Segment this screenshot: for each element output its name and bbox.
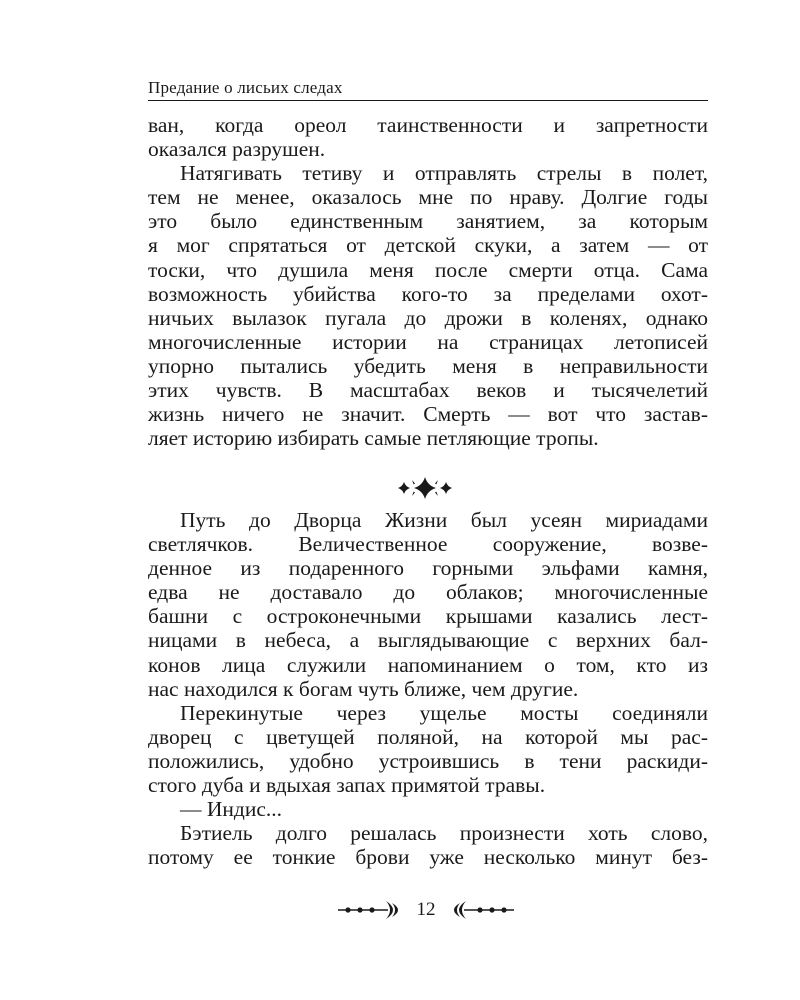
text-line: ван, когда ореол таинственности и запретности <box>148 113 708 137</box>
text-line: потому ее тонкие брови уже несколько минут без- <box>148 845 708 870</box>
text-line: нас находился к богам чуть ближе, чем другие. <box>148 676 579 701</box>
text-line: положились, удобно устроившись в тени раскиди- <box>148 748 708 773</box>
text-line: тоски, что душила меня после смерти отца. Сама <box>148 257 708 282</box>
page-number: 12 <box>416 899 436 920</box>
text-line: денное из подаренного горными эльфами камня, <box>148 556 708 581</box>
text-line: ничьих вылазок пугала до дрожи в коленях, однако <box>148 305 708 330</box>
text-line: оказался разрушен. <box>148 137 326 162</box>
text-line: конов лица служили напоминанием о том, кто из <box>148 652 708 677</box>
folio <box>336 897 516 923</box>
text-line: светлячков. Величественное сооружение, возве- <box>148 532 708 557</box>
text-line: едва не доставало до облаков; многочисленные <box>148 580 708 605</box>
text-line: Бэтиель долго решалась произнести хоть слово, <box>180 821 708 846</box>
text-line: упорно пытались убедить меня в неправильности <box>148 353 708 378</box>
text-line: Натягивать тетиву и отправлять стрелы в полет, <box>180 161 708 186</box>
text-line: многочисленные истории на страницах летописей <box>148 329 708 354</box>
folio-right-ornament-icon <box>444 897 516 923</box>
text-line: этих чувств. В масштабах веков и тысячелетий <box>148 378 708 403</box>
text-block-bottom <box>148 508 708 869</box>
text-line: ницами в небеса, а выглядывающие с верхних бал- <box>148 628 708 653</box>
text-line: это было единственным занятием, за которым <box>148 209 708 234</box>
text-line: жизнь ничего не значит. Смерть — вот что застав- <box>148 402 708 427</box>
text-line: возможность убийства кого-то за пределами охот- <box>148 281 708 306</box>
header-rule <box>148 100 708 101</box>
text-block-top <box>148 113 708 450</box>
text-line: башни с остроконечными крышами казались лест- <box>148 604 708 629</box>
text-line: дворец с цветущей поляной, на которой мы рас- <box>148 724 708 749</box>
text-line: я мог спрятаться от детской скуки, а затем — от <box>148 233 708 258</box>
text-line: стого дуба и вдыхая запах примятой травы. <box>148 773 546 798</box>
running-head: Предание о лисьих следах <box>148 78 343 97</box>
text-line: ляет историю избирать самые петляющие тропы. <box>148 426 599 451</box>
text-line: Путь до Дворца Жизни был усеян мириадами <box>180 508 708 532</box>
star-ornament-icon <box>395 473 455 503</box>
text-line: — Индис... <box>180 797 283 822</box>
text-line: Перекинутые через ущелье мосты соединяли <box>180 700 708 725</box>
text-line: тем не менее, оказалось мне по нраву. Долгие годы <box>148 185 708 210</box>
